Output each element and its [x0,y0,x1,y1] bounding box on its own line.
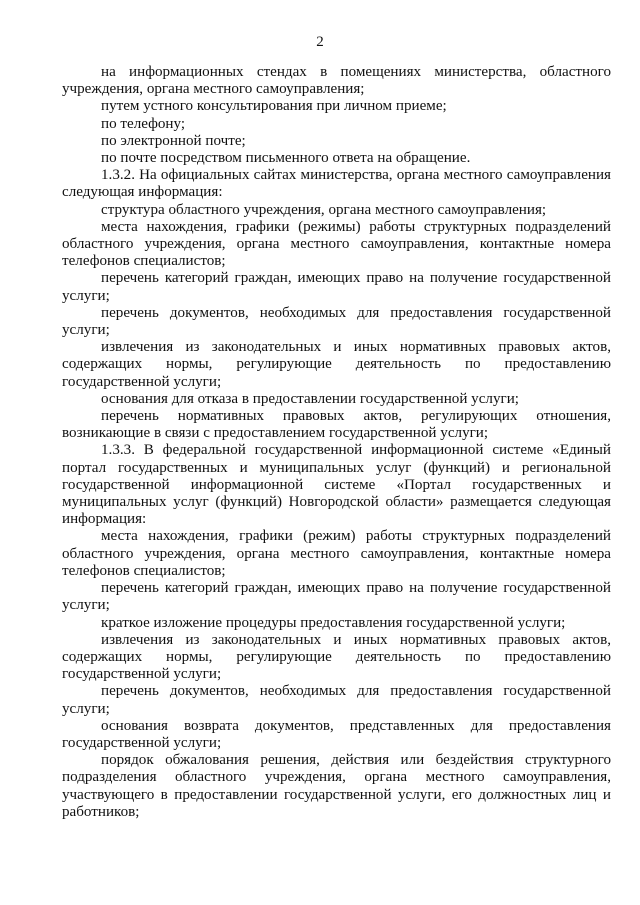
paragraph: 1.3.3. В федеральной государственной информационной системе «Единый портал государственных и муниципальных услуг (функций) и региональной государственной информационной системе «Портал государственных и муниципальных услуг (функций) Новгородской области» размещается следующая информация: [62,442,611,528]
paragraph: путем устного консультирования при личном приеме; [101,98,447,115]
paragraph: структура областного учреждения, органа местного самоуправления; [101,201,547,218]
paragraph: по почте посредством письменного ответа на обращение. [101,150,471,167]
paragraph: извлечения из законодательных и иных нормативных правовых актов, содержащих нормы, регулирующие деятельность по предоставлению государственной услуги; [62,339,611,390]
paragraph: по электронной почте; [101,132,246,149]
paragraph: перечень категорий граждан, имеющих право на получение государственной услуги; [62,270,611,304]
paragraph: основания для отказа в предоставлении государственной услуги; [101,390,519,407]
paragraph: на информационных стендах в помещениях министерства, областного учреждения, органа местного самоуправления; [62,64,611,98]
paragraph: краткое изложение процедуры предоставления государственной услуги; [101,614,566,631]
document-body [62,64,611,821]
paragraph: перечень документов, необходимых для предоставления государственной услуги; [62,683,611,717]
page-number: 2 [316,34,324,50]
paragraph: перечень документов, необходимых для предоставления государственной услуги; [62,304,611,339]
paragraph: места нахождения, графики (режим) работы структурных подразделений областного учреждения, органа местного самоуправления, контактные номера телефонов специалистов; [62,528,611,579]
paragraph: по телефону; [101,115,186,132]
paragraph: порядок обжалования решения, действия или бездействия структурного подразделения областного учреждения, органа местного самоуправления, участвующего в предоставлении государственной услуги, его должностных лиц и работников; [62,752,611,820]
paragraph: 1.3.2. На официальных сайтах министерства, органа местного самоуправления следующая информация: [62,167,611,201]
paragraph: основания возврата документов, представленных для предоставления государственной услуги; [62,717,611,751]
paragraph: извлечения из законодательных и иных нормативных правовых актов, содержащих нормы, регулирующие деятельность по предоставлению государственной услуги; [62,631,611,683]
paragraph: места нахождения, графики (режимы) работы структурных подразделений областного учреждения, органа местного самоуправления, контактные номера телефонов специалистов; [62,218,611,270]
paragraph: перечень нормативных правовых актов, регулирующих отношения, возникающие в связи с предоставлением государственной услуги; [62,408,611,442]
paragraph: перечень категорий граждан, имеющих право на получение государственной услуги; [62,580,611,614]
